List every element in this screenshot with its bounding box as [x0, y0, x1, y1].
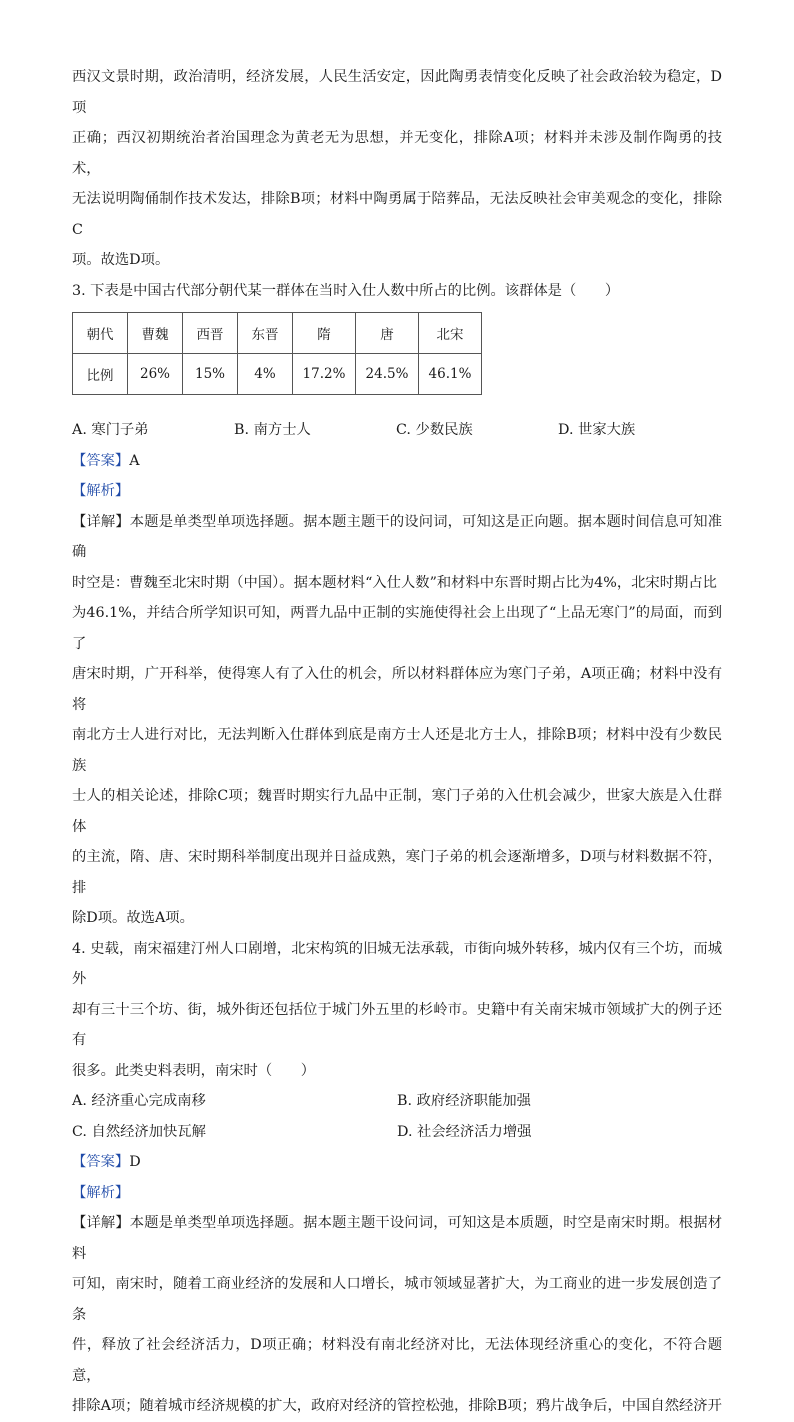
text-line: 可知，南宋时，随着工商业经济的发展和人口增长，城市领域显著扩大，为工商业的进一步发展创造了条: [72, 1276, 722, 1323]
option-c: C. 少数民族: [396, 422, 473, 438]
table-cell: 曹魏: [128, 313, 183, 354]
table-row: [73, 313, 482, 354]
text-line: 南北方士人进行对比，无法判断入仕群体到底是南方士人还是北方士人，排除B项；材料中没有少数民族: [72, 727, 722, 774]
q4-stem: [72, 934, 722, 1087]
answer-value: D: [129, 1154, 141, 1170]
text-line: 的主流，隋、唐、宋时期科举制度出现并日益成熟，寒门子弟的机会逐渐增多，D项与材料数据不符，排: [72, 849, 722, 896]
text-line: [72, 507, 722, 568]
text-line: 很多。此类史料表明，南宋时（ ）: [72, 1062, 316, 1079]
text-line: 士人的相关论述，排除C项；魏晋时期实行九品中正制，寒门子弟的入仕机会减少，世家大族是入仕群体: [72, 788, 722, 835]
table-cell: 17.2%: [293, 354, 356, 395]
table-cell: 隋: [293, 313, 356, 354]
table-cell: 4%: [238, 354, 293, 395]
table-cell: 15%: [183, 354, 238, 395]
document-page: [72, 62, 722, 1422]
text-line: 却有三十三个坊、街，城外街还包括位于城门外五里的杉岭市。史籍中有关南宋城市领域扩大的例子还有: [72, 1001, 722, 1048]
text-line: 件，释放了社会经济活力，D项正确；材料没有南北经济对比，无法体现经济重心的变化，不符合题意，: [72, 1337, 722, 1384]
table-header-label: 朝代: [73, 313, 128, 354]
detail-tag: 【详解】: [72, 513, 130, 530]
answer-tag: 【答案】: [72, 1154, 130, 1170]
option-b: B. 南方士人: [234, 422, 311, 438]
text-line: 排除A项；随着城市经济规模的扩大，政府对经济的管控松弛，排除B项；鸦片战争后，中国自然经济开: [72, 1398, 722, 1414]
option-d: D. 社会经济活力增强: [397, 1123, 532, 1140]
detail-text: 本题是单类型单项选择题。据本题主题干的设问词，可知这是正向题。据本题时间信息可知准确: [72, 513, 723, 560]
q3-answer: [72, 446, 722, 477]
table-cell: 西晋: [183, 313, 238, 354]
table-cell: 46.1%: [419, 354, 482, 395]
text-line: 无法说明陶俑制作技术发达，排除B项；材料中陶勇属于陪葬品，无法反映社会审美观念的变化，排除C: [72, 191, 722, 238]
q4-options: [72, 1086, 722, 1147]
text-line: 除D项。故选A项。: [72, 910, 194, 926]
table-row-label: 比例: [73, 354, 128, 395]
text-line: 唐宋时期，广开科举，使得寒人有了入仕的机会，所以材料群体应为寒门子弟，A项正确；材料中没有将: [72, 666, 722, 713]
q4-answer: [72, 1147, 722, 1178]
table-row: [73, 354, 482, 395]
text-line: 正确；西汉初期统治者治国理念为黄老无为思想，并无变化，排除A项；材料并未涉及制作陶勇的技术，: [72, 130, 722, 177]
q3-stem: 3. 下表是中国古代部分朝代某一群体在当时入仕人数中所占的比例。该群体是（ ）: [72, 282, 620, 299]
q3-analysis-tag: 【解析】: [72, 483, 130, 499]
q4-analysis-tag: 【解析】: [72, 1184, 130, 1201]
text-line: 时空是：曹魏至北宋时期（中国）。据本题材料“入仕人数”和材料中东晋时期占比为4%，北宋时期占比: [72, 574, 717, 591]
option-b: B. 政府经济职能加强: [397, 1093, 531, 1109]
table-cell: 北宋: [419, 313, 482, 354]
table-cell: 东晋: [238, 313, 293, 354]
detail-tag: 【详解】: [72, 1215, 130, 1231]
q3-detail: [72, 507, 722, 934]
answer-value: A: [129, 452, 140, 469]
detail-text: 本题是单类型单项选择题。据本题主题干设问词，可知这是本质题，时空是南宋时期。根据材料: [72, 1215, 723, 1262]
text-line: 4. 史载，南宋福建汀州人口剧增，北宋构筑的旧城无法承载，市街向城外转移，城内仅有三个坊，而城外: [72, 940, 722, 987]
q4-detail: [72, 1208, 722, 1422]
table-cell: 唐: [356, 313, 419, 354]
q3-ratio-table: [72, 312, 482, 395]
table-cell: 24.5%: [356, 354, 419, 395]
option-a: A. 经济重心完成南移: [72, 1093, 206, 1109]
q3-options: [72, 415, 722, 446]
option-c: C. 自然经济加快瓦解: [72, 1123, 206, 1140]
text-line: 项。故选D项。: [72, 252, 170, 268]
text-line: [72, 1208, 722, 1269]
option-d: D. 世家大族: [558, 422, 636, 438]
answer-tag: 【答案】: [72, 452, 130, 469]
text-line: 西汉文景时期，政治清明，经济发展，人民生活安定，因此陶勇表情变化反映了社会政治较为稳定，D项: [72, 69, 722, 116]
text-line: 为46.1%，并结合所学知识可知，两晋九品中正制的实施使得社会上出现了“上品无寒门”的局面，而到了: [72, 605, 722, 652]
prev-analysis: [72, 62, 722, 276]
option-a: A. 寒门子弟: [72, 422, 149, 438]
table-cell: 26%: [128, 354, 183, 395]
